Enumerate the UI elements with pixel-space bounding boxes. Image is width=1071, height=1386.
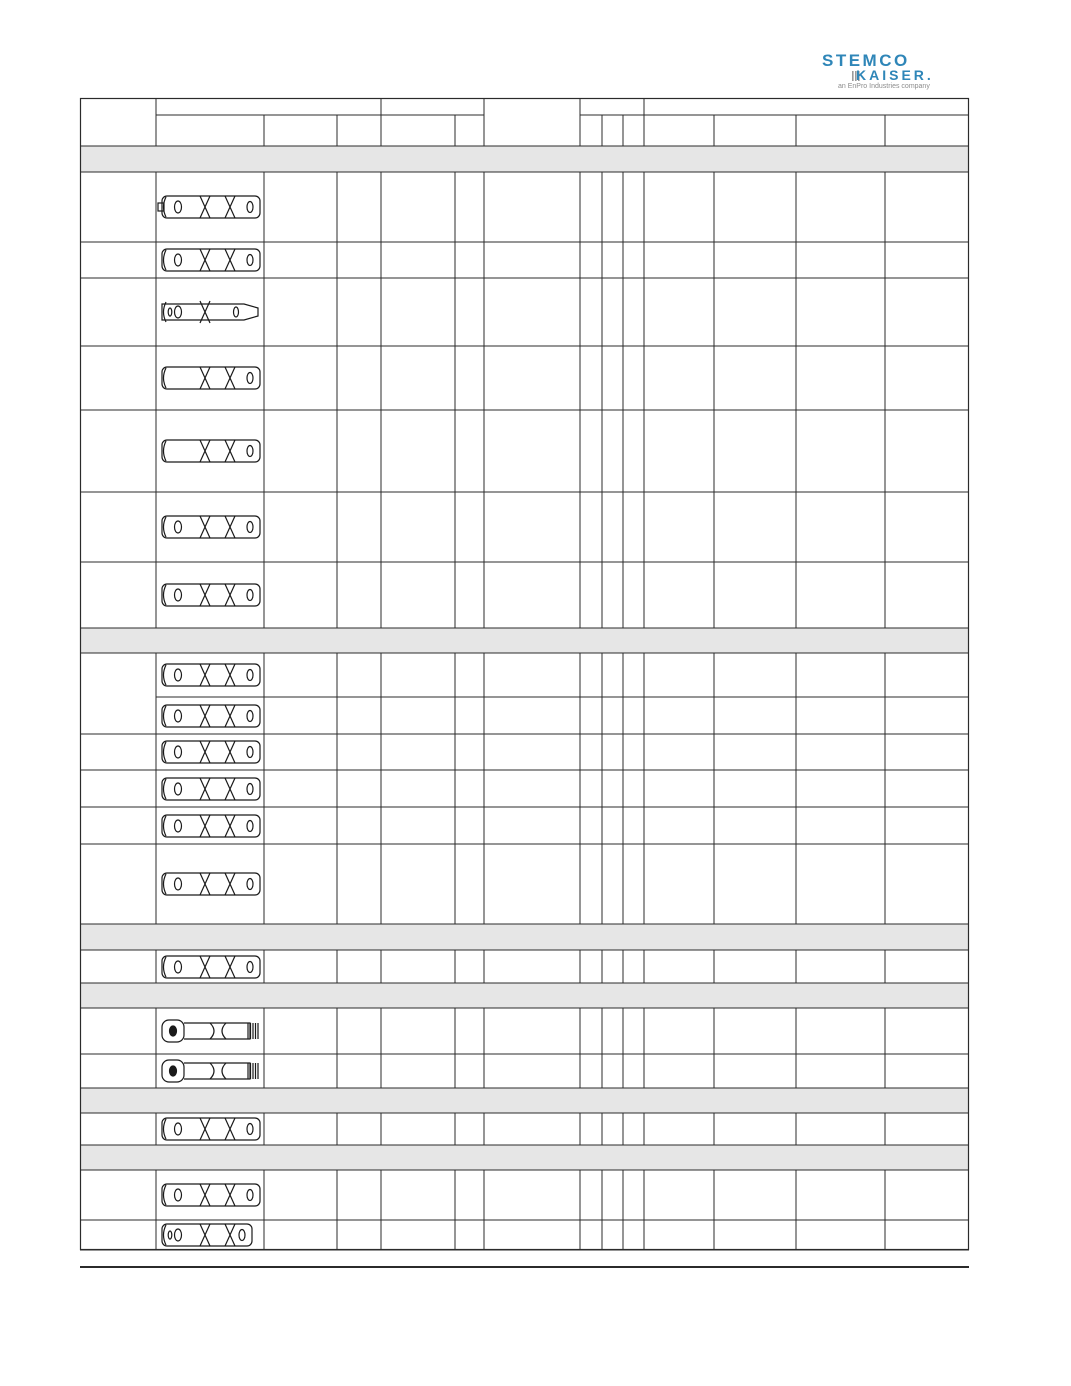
part-drawing-plain-pin [162, 815, 260, 837]
part-drawing-plain-pin [162, 778, 260, 800]
section-band-4 [80, 983, 969, 1008]
part-drawing-short-tapered-pin [162, 1224, 252, 1246]
section-band-3 [80, 924, 969, 950]
part-drawing-bolt-pin [162, 1060, 258, 1082]
logo-tagline: an EnPro Industries company [838, 83, 930, 90]
part-drawing-plain-pin [162, 741, 260, 763]
part-drawing-plain-pin [162, 1184, 260, 1206]
part-drawing-plain-pin [162, 584, 260, 606]
part-drawing-plain-cylinder-pin [162, 367, 260, 389]
section-band-1 [80, 146, 969, 172]
section-band-5 [80, 1088, 969, 1113]
part-drawing-plain-pin [162, 873, 260, 895]
part-drawing-bolt-pin [162, 1020, 258, 1042]
part-drawing-plain-pin [162, 956, 260, 978]
logo-stemco-text: STEMCO [822, 51, 910, 70]
page-bottom-rule [80, 1266, 969, 1268]
part-drawing-plain-pin [162, 516, 260, 538]
part-drawing-plain-cylinder-pin [162, 440, 260, 462]
section-band-6 [80, 1145, 969, 1170]
logo-kaiser-text: KAISER. [856, 67, 934, 83]
part-drawing-plain-pin [162, 705, 260, 727]
part-drawing-tapered-end-pin [162, 301, 258, 323]
part-drawing-plain-pin [162, 1118, 260, 1140]
part-drawing-plain-pin [162, 249, 260, 271]
part-drawing-plain-pin [162, 664, 260, 686]
section-band-2 [80, 628, 969, 653]
part-drawing-pin-with-cap-left [158, 196, 260, 218]
